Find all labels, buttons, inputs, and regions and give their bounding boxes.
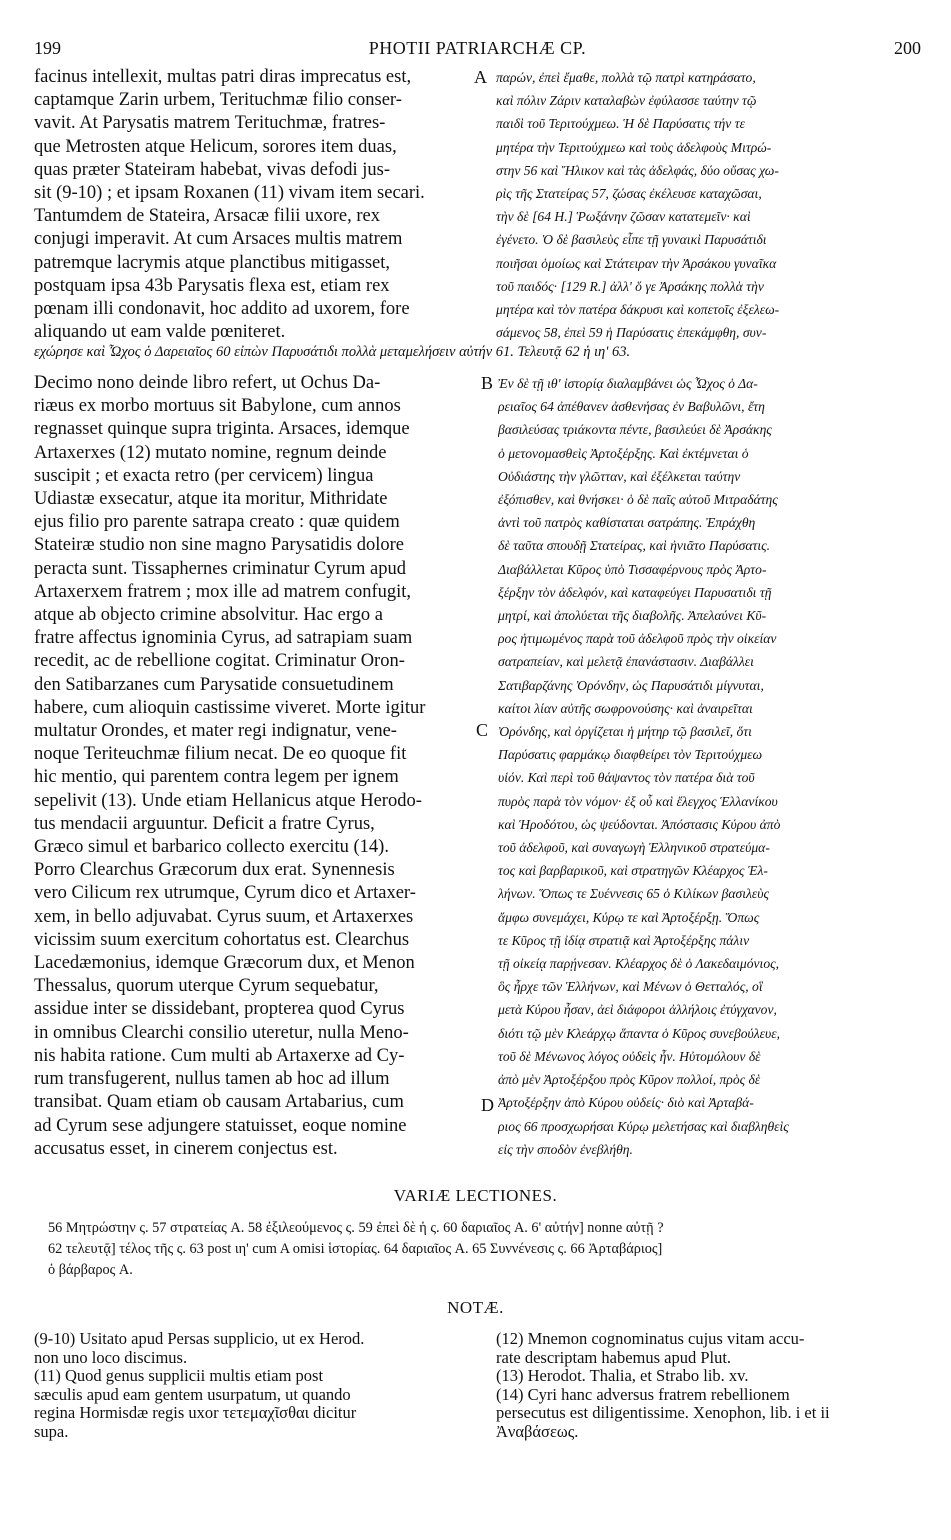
- greek-text-line: εἰς τὴν σποδὸν ἐνεβλήθη.: [498, 1141, 633, 1157]
- note-line: persecutus est diligentissime. Xenophon, lib. i et ii: [496, 1404, 830, 1422]
- variant-reading-line: 62 τελευτᾷ] τέλος τῆς ς. 63 post ιη' cum A omisi ἱστορίας. 64 δαριαῖος A. 65 Συννένεσις ς. 66 Ἀρταβάριος]: [48, 1241, 663, 1257]
- latin-text-line: quas præter Stateiram habebat, vivas defodi jus-: [34, 159, 391, 180]
- greek-text-line: σατραπείαν, καὶ μελετᾷ ἐπανάστασιν. Διαβάλλει: [498, 654, 754, 670]
- running-header: [34, 38, 921, 60]
- latin-text-line: nis habita ratione. Cum multi ab Artaxerxe ad Cy-: [34, 1045, 405, 1066]
- latin-text-line: facinus intellexit, multas patri diras imprecatus est,: [34, 67, 412, 87]
- latin-text-line: suscipit ; et exacta retro (per cervicem) lingua: [34, 465, 374, 486]
- left-page-number: 199: [34, 38, 61, 58]
- latin-text-line: aliquando ut eam valde pœniteret.: [34, 322, 286, 343]
- greek-text-line: ξέρξην τὸν ἀδελφόν, καὶ καταφεύγει Παρυσατιδι τῇ: [498, 584, 772, 600]
- latin-text-line: sit (9-10) ; et ipsam Roxanen (11) vivam item secari.: [34, 183, 425, 204]
- note-line: (9-10) Usitato apud Persas supplicio, ut ex Herod.: [34, 1330, 365, 1348]
- greek-column-a: [496, 66, 916, 344]
- note-line: (13) Herodot. Thalia, et Strabo lib. xv.: [496, 1367, 749, 1385]
- variae-lectiones-list: [48, 1218, 920, 1281]
- greek-text-line: Οὐδιάστης τὴν γλῶτταν, καὶ ἐξέλκεται ταύτην: [498, 468, 741, 484]
- greek-text-line: τοῦ ἀδελφοῦ, καὶ συναγωγὴ Ἑλληνικοῦ στρατεύμα-: [498, 840, 770, 856]
- latin-text-line: assidue inter se dissidebant, propterea quod Cyrus: [34, 999, 405, 1020]
- greek-text-line: ρειαῖος 64 ἀπέθανεν ἀσθενήσας ἐν Βαβυλῶνι, ἔτη: [498, 399, 765, 415]
- latin-column-b: [34, 372, 470, 1167]
- latin-text-line: peracta sunt. Tissaphernes criminatur Cyrum apud: [34, 558, 406, 579]
- greek-text-line: τὴν δὲ [64 H.] Ῥωξάνην ζῶσαν κατατεμεῖν· καὶ: [496, 209, 751, 225]
- greek-text-line: Σατιβαρζάνης Ὀρόνδην, ὡς Παρυσάτιδι μίγνυται,: [498, 677, 764, 693]
- greek-text-line: ἄμφω συνεμάχει, Κύρῳ τε καὶ Ἀρτοξέρξῃ. Ὅπως: [498, 909, 760, 925]
- greek-text-line: διότι τῷ μὲν Κλεάρχῳ ἅπαντα ὁ Κῦρος συνεβούλευε,: [498, 1025, 780, 1041]
- latin-text-line: fratre affectus ignominia Cyrus, ad satrapiam suam: [34, 628, 413, 649]
- variae-lectiones-heading: VARIÆ LECTIONES.: [393, 1186, 558, 1205]
- greek-text-line: ὃς ἦρχε τῶν Ἑλλήνων, καὶ Μένων ὁ Θετταλός, οἳ: [498, 979, 763, 995]
- greek-text-line: ἀπὸ μὲν Ἀρτοξέρξου πρὸς Κῦρον πολλοί, πρὸς δὲ: [498, 1072, 761, 1088]
- note-line: (14) Cyri hanc adversus fratrem rebellionem: [496, 1385, 790, 1404]
- greek-text-line: ρὶς τῆς Στατείρας 57, ζώσας ἐκέλευσε καταχῶσαι,: [496, 186, 762, 202]
- latin-column-a: [34, 66, 470, 344]
- greek-text-line: Ὀρόνδης, καὶ ὀργίζεται ἡ μήτηρ τῷ βασιλεῖ, ὅτι: [498, 724, 752, 740]
- latin-text-line: patremque lacrymis atque planctibus mitigasset,: [34, 252, 391, 273]
- latin-text-line: conjugi imperavit. At cum Arsaces multis matrem: [34, 229, 403, 250]
- greek-text-line: στην 56 καὶ Ἥλικον καὶ τὰς ἀδελφάς, δύο οὔσας χω-: [496, 162, 779, 178]
- latin-text-line: captamque Zarin urbem, Terituchmæ filio conser-: [34, 90, 402, 111]
- greek-text-line: βασιλεύσας τριάκοντα πέντε, βασιλεύει δὲ Ἀρσάκης: [498, 422, 772, 438]
- margin-letter-d: D: [481, 1095, 494, 1115]
- greek-text-line: πυρὸς παρὰ τὸν νόμον· ἐξ οὗ καὶ ἔλεγχος Ἑλλανίκου: [498, 793, 778, 809]
- greek-text-line: Παρύσατις φαρμάκῳ διαφθείρει τὸν Τεριτούχμεω: [498, 747, 763, 763]
- latin-text-line: atque ab objecto crimine absolvitur. Hac ergo a: [34, 605, 383, 626]
- notes-right-column: [496, 1330, 920, 1441]
- greek-text-line: μητέρα καὶ τὸν πατέρα δάκρυσι καὶ κοπετοῖς ἐξελεω-: [496, 302, 780, 318]
- greek-text-line: παιδὶ τοῦ Τεριτούχμεω. Ἡ δὲ Παρύσατις τήν τε: [496, 116, 745, 132]
- greek-text-line: δὲ ταῦτα σπουδῇ Στατείρας, καὶ ἠνιᾶτο Παρύσατις.: [498, 538, 771, 554]
- latin-text-line: vicissim suum exercitum cohortatus est. Clearchus: [34, 929, 410, 950]
- latin-text-line: recedit, ac de rebellione cogitat. Criminatur Oron-: [34, 651, 405, 672]
- greek-text-line: καὶ Ἡροδότου, ὡς ψεύδονται. Ἀπόστασις Κύρου ἀπὸ: [498, 816, 781, 832]
- greek-text-line: Ἐν δὲ τῇ ιθ' ἱστορίᾳ διαλαμβάνει ὡς Ὦχος ὁ Δα-: [498, 376, 758, 391]
- latin-text-line: Artaxerxes (12) mutato nomine, regnum deinde: [34, 442, 387, 463]
- margin-letter-b: B: [481, 373, 494, 393]
- latin-text-line: transibat. Quam etiam ob causam Artabarius, cum: [34, 1092, 404, 1113]
- note-line: non uno loco discimus.: [34, 1348, 188, 1367]
- latin-text-line: hic mentio, qui parentem contra legem per ignem: [34, 767, 399, 788]
- greek-text-line: ὁ μετονομασθεὶς Ἀρτοξέρξης. Καὶ ἐκτέμνεται ὁ: [498, 445, 749, 461]
- note-line: Ἀναβάσεως.: [496, 1422, 579, 1441]
- variant-reading-line: ὁ βάρβαρος A.: [48, 1262, 133, 1278]
- notes-left-column: [34, 1330, 474, 1441]
- greek-text-line: Διαβάλλεται Κῦρος ὑπὸ Τισσαφέρνους πρὸς Ἀρτο-: [498, 561, 767, 577]
- latin-text-line: Tantumdem de Stateira, Arsacæ filii uxore, rex: [34, 206, 380, 227]
- greek-text-line: λήνων. Ὅπως τε Συέννεσις 65 ὁ Κιλίκων βασιλεὺς: [498, 886, 769, 902]
- greek-text-line: ἐξόπισθεν, καὶ θνήσκει· ὁ δὲ παῖς αὐτοῦ Μιτραδάτης: [498, 492, 778, 508]
- latin-text-line: Stateiræ studio non sine magno Parysatidis dolore: [34, 535, 404, 556]
- greek-text-line: Ἀρτοξέρξην ἀπὸ Κύρου οὐδείς· διὸ καὶ Ἀρταβά-: [498, 1095, 754, 1111]
- latin-text-line: in omnibus Clearchi consilio uteretur, nulla Meno-: [34, 1022, 409, 1043]
- latin-text-line: ad Cyrum sese adjungere statuisset, eoque nomine: [34, 1115, 407, 1136]
- latin-text-line: Udiastæ exsecatur, atque ita moritur, Mithridate: [34, 489, 388, 510]
- latin-text-line: sepelivit (13). Unde etiam Hellanicus atque Herodo-: [34, 790, 422, 811]
- greek-text-line: παρών, ἐπεὶ ἔμαθε, πολλὰ τῷ πατρὶ κατηράσατο,: [496, 70, 756, 85]
- greek-text-line: ἐγένετο. Ὁ δὲ βασιλεὺς εἶπε τῇ γυναικὶ Παρυσάτιδι: [496, 232, 767, 248]
- note-line: (12) Mnemon cognominatus cujus vitam accu-: [496, 1330, 805, 1348]
- greek-text-line: ποιῆσαι ὁμοίως καὶ Στάτειραν τὴν Ἀρσάκου γυναῖκα: [496, 255, 777, 271]
- note-line: rate descriptam habemus apud Plut.: [496, 1348, 732, 1367]
- greek-text-line: τοῦ δὲ Μένωνος λόγος οὐδεὶς ἦν. Ηὐτομόλουν δὲ: [498, 1048, 761, 1064]
- latin-text-line: rum transfugerent, nullus tamen ab hoc ad illum: [34, 1069, 390, 1090]
- greek-text-line: τος καὶ βαρβαρικοῦ, καὶ στρατηγῶν Κλέαρχος Ἑλ-: [498, 863, 768, 879]
- greek-text-line: καὶ πόλιν Ζάριν καταλαβὼν ἐφύλασσε ταύτην τῷ: [496, 93, 757, 109]
- latin-text-line: vavit. At Parysatis matrem Terituchmæ, fratres-: [34, 113, 386, 134]
- latin-text-line: ejus filio pro parente satrapa creato : quæ quidem: [34, 512, 400, 533]
- running-title: PHOTII PATRIARCHÆ CP.: [368, 38, 587, 58]
- greek-bridge-line: εχώρησε καὶ Ὦχος ὁ Δαρειαῖος 60 εἰπὼν Παρυσάτιδι πολλὰ μεταμελήσειν αὐτήν 61. Τελευτᾷ 62 ἡ ιη' 63.: [34, 344, 631, 360]
- greek-text-line: ριος 66 προσχωρήσαι Κύρῳ μελετήσας καὶ διαβληθεὶς: [498, 1118, 789, 1134]
- latin-text-line: que Metrosten atque Helicum, sorores item duas,: [34, 136, 397, 157]
- latin-text-line: tus mendacii arguuntur. Deficit a fratre Cyrus,: [34, 813, 375, 834]
- latin-text-line: riæus ex morbo mortuus sit Babylone, cum annos: [34, 396, 401, 417]
- note-line: regina Hormisdæ regis uxor τετεμαχῖσθαι dicitur: [34, 1404, 357, 1422]
- greek-column-b: [498, 372, 918, 1167]
- variant-reading-line: 56 Μητρώστην ς. 57 στρατείας A. 58 ἐξιλεούμενος ς. 59 ἐπεὶ δὲ ἡ ς. 60 δαριαῖος A. 6' αὐτήν] nonne αὐτῇ ?: [48, 1220, 664, 1236]
- greek-text-line: μητρί, καὶ ἀπολύεται τῆς διαβολῆς. Ἀπελαύνει Κῦ-: [498, 608, 767, 624]
- latin-text-line: xem, in bello adjuvabat. Cyrus suum, et Artaxerxes: [34, 906, 414, 927]
- latin-text-line: Lacedæmonius, idemque Græcorum dux, et Menon: [34, 953, 415, 974]
- latin-text-line: regnasset quinque supra triginta. Arsaces, idemque: [34, 419, 410, 440]
- greek-text-line: τοῦ παιδός· [129 R.] ἀλλ' ὅ γε Ἀρσάκης πολλὰ τὴν: [496, 278, 764, 294]
- margin-letter-c: C: [476, 720, 489, 740]
- greek-text-line: μετὰ Κύρου ἦσαν, ἀεὶ διάφοροι ἀλλήλοις ἐτύγχανον,: [498, 1002, 777, 1018]
- latin-text-line: Artaxerxem fratrem ; mox ille ad matrem confugit,: [34, 581, 412, 602]
- greek-text-line: τῇ οἰκείᾳ παρῄνεσαν. Κλέαρχος δὲ ὁ Λακεδαιμόνιος,: [498, 956, 780, 972]
- latin-text-line: Decimo nono deinde libro refert, ut Ochus Da-: [34, 373, 381, 393]
- greek-text-line: σάμενος 58, ἐπεὶ 59 ἡ Παρύσατις ἐπεκάμφθη, συν-: [496, 325, 767, 341]
- latin-text-line: accusatus esset, in cinerem conjectus est.: [34, 1138, 338, 1159]
- notae-heading: NOTÆ.: [447, 1298, 504, 1317]
- latin-text-line: vero Cilicum rex utrumque, Cyrum dico et Artaxer-: [34, 883, 416, 904]
- latin-text-line: noque Teriteuchmæ filium necat. De eo quoque fit: [34, 744, 407, 765]
- greek-text-line: υἱόν. Καὶ περὶ τοῦ θάψαντος τὸν πατέρα διὰ τοῦ: [498, 770, 755, 786]
- greek-text-line: ρος ἠτιμωμένος παρὰ τοῦ ἀδελφοῦ πρὸς τὴν οἰκείαν: [498, 631, 777, 647]
- latin-text-line: habere, cum alioquin castissime viveret. Morte igitur: [34, 697, 426, 718]
- greek-text-line: τε Κῦρος τῇ ἰδίᾳ στρατιᾷ καὶ Ἀρτοξέρξης πάλιν: [498, 932, 750, 948]
- note-line: supa.: [34, 1422, 69, 1441]
- latin-text-line: den Satibarzanes cum Parysatide consuetudinem: [34, 674, 394, 695]
- latin-text-line: multatur Orondes, et mater regi indignatur, vene-: [34, 721, 397, 742]
- latin-text-line: Thessalus, quorum uterque Cyrum sequebatur,: [34, 976, 379, 997]
- latin-text-line: postquam ipsa 43b Parysatis flexa est, etiam rex: [34, 275, 390, 296]
- greek-text-line: ἀντὶ τοῦ πατρὸς καθίσταται σατράπης. Ἐπράχθη: [498, 515, 756, 531]
- note-line: (11) Quod genus supplicii multis etiam post: [34, 1367, 324, 1385]
- latin-text-line: Græco simul et barbarico collecto exercitu (14).: [34, 837, 389, 858]
- note-line: sæculis apud eam gentem usurpatum, ut quando: [34, 1385, 351, 1404]
- margin-letter-a: A: [474, 67, 487, 87]
- latin-text-line: pœnam illi condonavit, hoc addito ad uxorem, fore: [34, 299, 410, 320]
- greek-text-line: καίτοι λίαν αὐτῆς σωφρονούσης· καὶ ἀναιρεῖται: [498, 700, 753, 716]
- latin-text-line: Porro Clearchus Græcorum dux erat. Synennesis: [34, 860, 395, 881]
- right-page-number: 200: [894, 38, 921, 58]
- greek-text-line: μητέρα τὴν Τεριτούχμεω καὶ τοὺς ἀδελφοὺς Μιτρώ-: [496, 139, 772, 155]
